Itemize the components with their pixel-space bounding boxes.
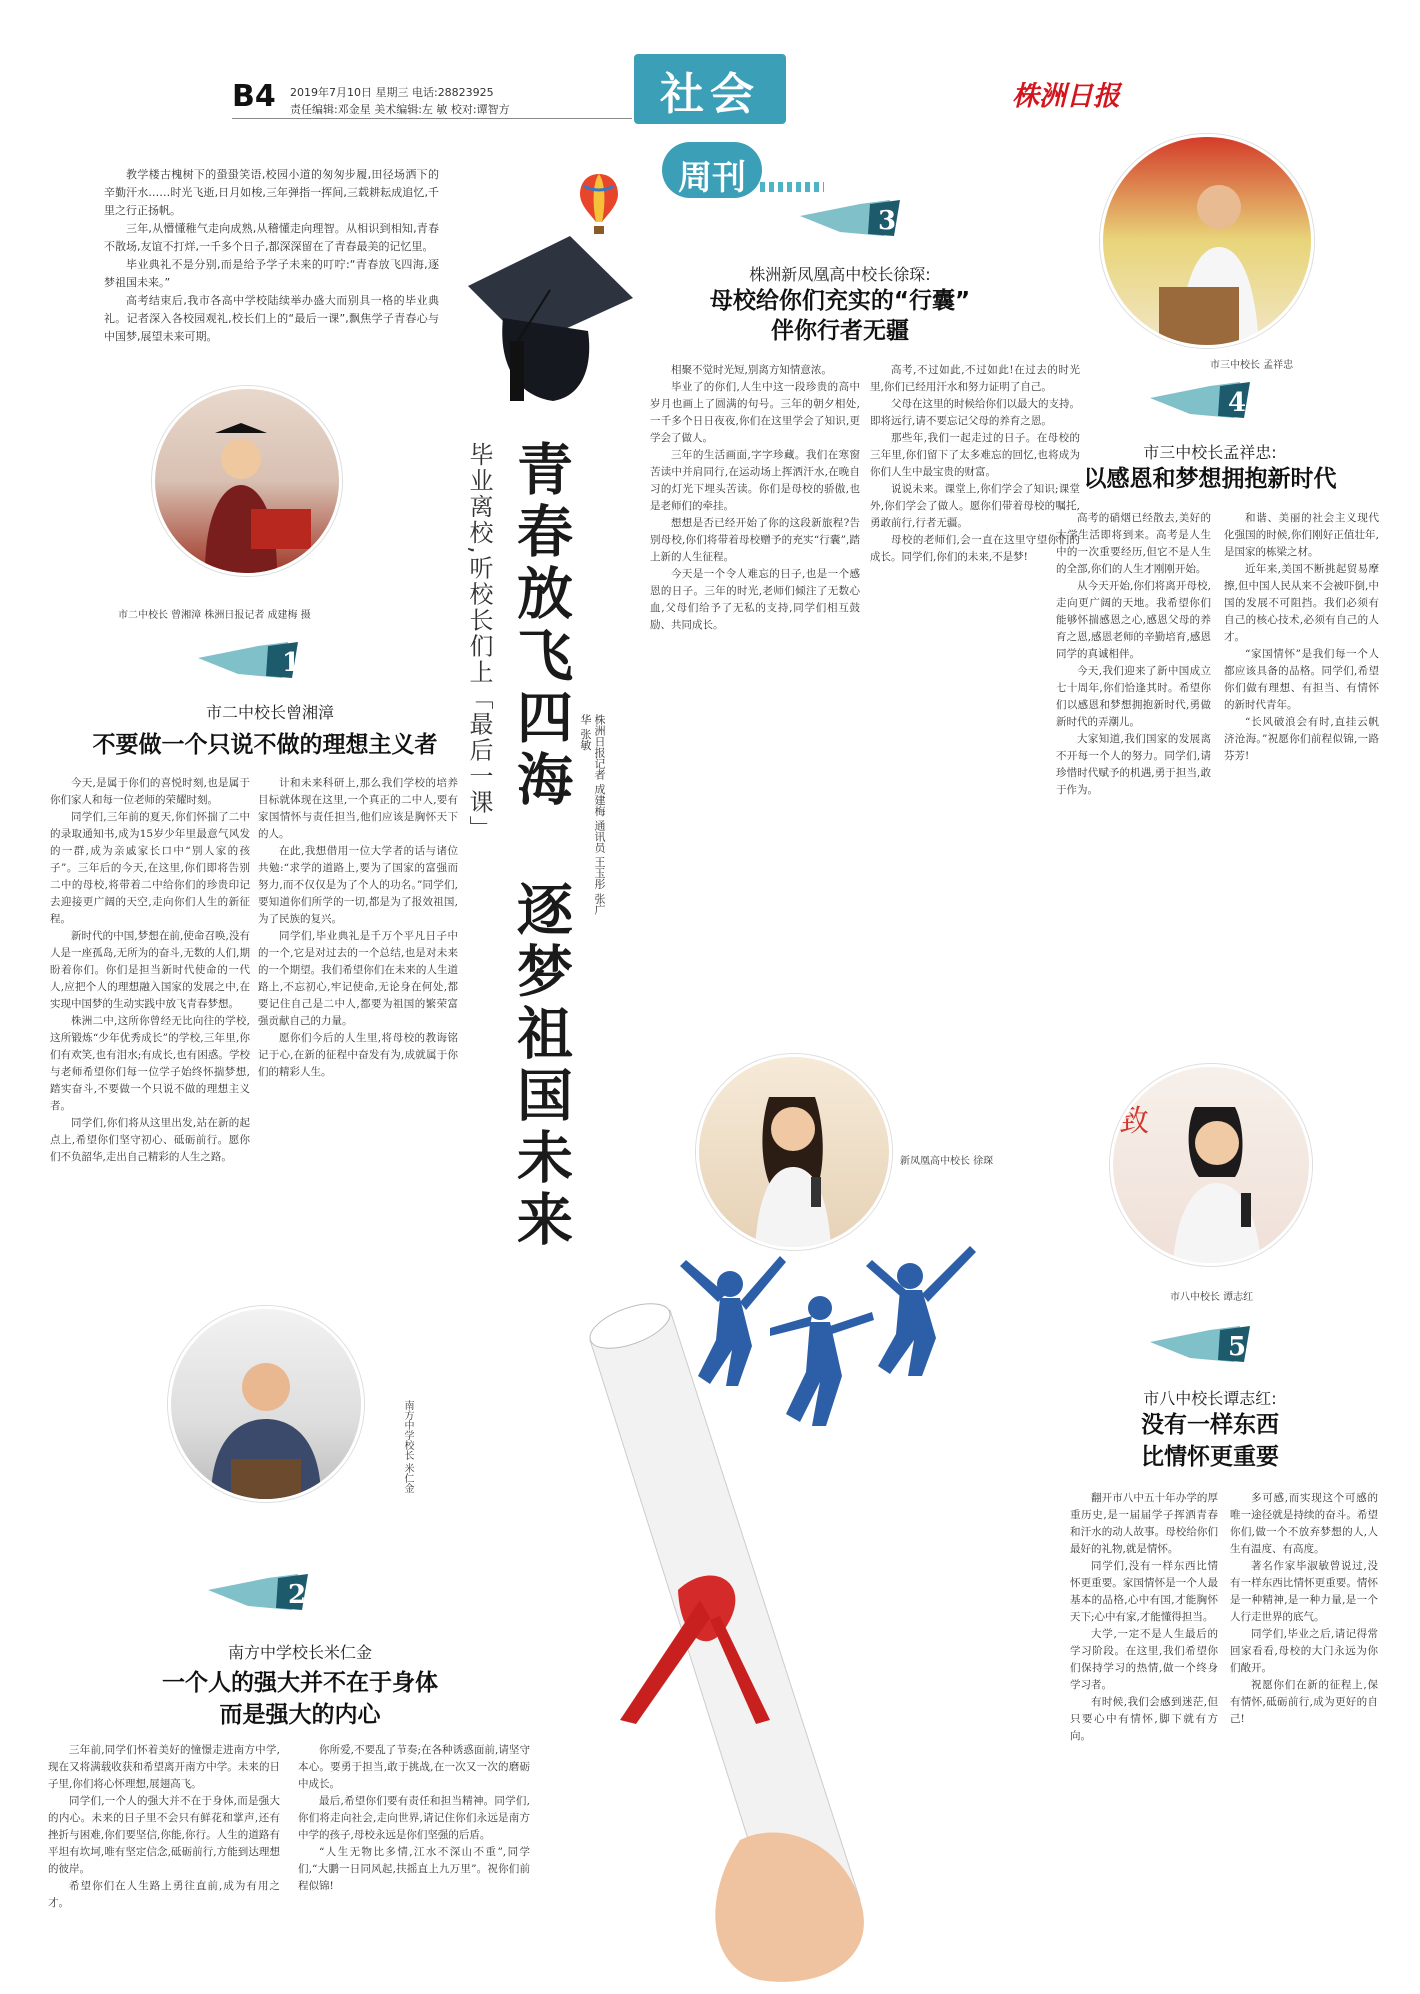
intro-block [104,166,439,346]
intro-paragraph: 高考结束后,我市各高中学校陆续举办盛大而别具一格的毕业典礼。记者深入各校园观礼,校长们上的“最后一课”,飘焦学子青春心与中国梦,展望未来可期。 [104,294,439,343]
paragraph: 相聚不觉时光短,别离方知情意浓。 [671,364,832,376]
paragraph: 那些年,我们一起走过的日子。在母校的三年里,你们留下了太多难忘的回忆,也将成为你们人生中最宝贵的财富。 [870,432,1080,478]
masthead-text: 株洲日报 [1012,81,1120,112]
editors-line: 责任编辑:邓金星 美术编辑:左 敏 校对:谭智方 [290,103,510,116]
section-headline: 而是强大的内心 [219,1702,381,1728]
portrait-photo [1110,1064,1312,1266]
paragraph: 父母在这里的时候给你们以最大的支持。即将远行,请不要忘记父母的养育之恩。 [870,398,1080,427]
section-number-badge [1150,378,1300,428]
masthead-logo [1012,74,1170,114]
section-headline: 比情怀更重要 [1141,1444,1279,1470]
paragraph: 你所爱,不要乱了节奏;在各种诱惑面前,请坚守本心。要勇于担当,敢于挑战,在一次又一次的磨砺中成长。 [298,1744,530,1790]
section-headline: 以感恩和梦想拥抱新时代 [1083,466,1337,492]
paragraph: 同学们,没有一样东西比情怀更重要。家国情怀是一个人最基本的品格,心中有国,才能胸怀天下;心中有家,才能懂得担当。 [1070,1560,1218,1623]
paragraph: 母校的老师们,会一直在这里守望你们的成长。同学们,你们的未来,不是梦! [870,534,1080,563]
paragraph: 同学们,你们将从这里出发,站在新的起点上,希望你们坚守初心、砥砺前行。愿你们不负韶华,走出自己精彩的人生之路。 [50,1117,250,1163]
section-number-badge [800,196,950,246]
paragraph: 今天是一个令人难忘的日子,也是一个感恩的日子。三年的时光,老师们倾注了无数心血,父母们给予了无私的支持,同学们相互鼓励、共同成长。 [650,568,860,631]
article-column [258,775,458,1081]
paragraph: 株洲二中,这所你曾经无比向往的学校,这所锻炼“少年优秀成长”的学校,三年里,你们有欢笑,也有泪水;有成长,也有困惑。学校与老师希望你们每一位学子始终怀揣梦想,踏实奋斗,不要做一个只说不做的理想主义者。 [50,1015,250,1112]
article-column [1224,510,1379,765]
intro-paragraph: 毕业典礼不是分别,而是给予学子未来的叮咛:“青春放飞四海,逐梦祖国未来。” [104,258,439,289]
paragraph: 从今天开始,你们将离开母校,走向更广阔的天地。我希望你们能够怀揣感恩之心,感恩父母的养育之恩,感恩老师的辛勤培育,感恩同学的真诚相伴。 [1056,580,1211,660]
paragraph: 和谐、美丽的社会主义现代化强国的时候,你们刚好正值壮年,是国家的栋梁之材。 [1224,512,1379,558]
article-column [1070,1490,1218,1745]
section-number-badge [1150,1322,1300,1372]
paragraph: 多可感,而实现这个可感的唯一途径就是持续的奋斗。希望你们,做一个不放弃梦想的人,人生有温度、有高度。 [1230,1492,1378,1555]
article-column [298,1742,530,1895]
paragraph: 同学们,三年前的夏天,你们怀揣了二中的录取通知书,成为15岁少年里最意气风发的一群,成为亲戚家长口中“别人家的孩子”。三年后的今天,在这里,你们即将告别二中的母校,将带着二中给你们的珍贵印记去迎接更广阔的天空,走向你们人生的新征程。 [50,811,250,925]
paragraph: 高考,不过如此,不过如此!在过去的时光里,你们已经用汗水和努力证明了自己。 [870,364,1080,393]
intro-paragraph: 教学楼古槐树下的蛩蛩笑语,校园小道的匆匆步履,田径场洒下的辛勤汗水……时光飞逝,日月如梭,三年弹指一挥间,三载耕耘成追忆,千里之行正扬帆。 [104,168,439,217]
svg-text:2.: 2. [288,1580,316,1610]
paragraph: 三年的生活画面,字字珍藏。我们在寒窗苦读中并肩同行,在运动场上挥洒汗水,在晚自习的灯光下埋头苦读。你们是母校的骄傲,也是老师们的牵挂。 [650,449,860,512]
main-subtitle: 毕业离校,听校长们上「最后一课」 [465,442,493,842]
section-subtitle: 周刊 [678,158,746,198]
photo-caption: 市二中校长 曾湘漳 株洲日报记者 成建梅 摄 [118,610,311,621]
paragraph: 三年前,同学们怀着美好的憧憬走进南方中学,现在又将满载收获和希望离开南方中学。未来的日子里,你们将心怀理想,展翅高飞。 [48,1744,280,1790]
paragraph: 愿你们今后的人生里,将母校的教诲铭记于心,在新的征程中奋发有为,成就属于你们的精彩人生。 [258,1032,458,1078]
paragraph: 大学,一定不是人生最后的学习阶段。在这里,我们希望你们保持学习的热情,做一个终身学习者。 [1070,1628,1218,1691]
article-column [650,362,860,634]
section-kicker: 市三中校长孟祥忠: [1143,443,1277,462]
paragraph: 最后,希望你们要有责任和担当精神。同学们,你们将走向社会,走向世界,请记住你们永远是南方中学的孩子,母校永远是你们坚强的后盾。 [298,1795,530,1841]
paragraph: 有时候,我们会感到迷茫,但只要心中有情怀,脚下就有方向。 [1070,1696,1218,1742]
paragraph: “长风破浪会有时,直挂云帆济沧海。”祝愿你们前程似锦,一路芬芳! [1224,716,1379,762]
paragraph: 高考的硝烟已经散去,美好的大学生活即将到来。高考是人生中的一次重要经历,但它不是人生的全部,你们的人生才刚刚开始。 [1056,512,1211,575]
paragraph: 毕业了的你们,人生中这一段珍贵的高中岁月也画上了圆满的句号。三年的朝夕相处,一千多个日日夜夜,你们在这里学会了知识,更学会了做人。 [650,381,860,444]
photo-caption: 市八中校长 谭志红 [1170,1292,1254,1303]
paragraph: 翻开市八中五十年办学的厚重历史,是一届届学子挥洒青春和汗水的动人故事。母校给你们最好的礼物,就是情怀。 [1070,1492,1218,1555]
paragraph: 同学们,毕业典礼是千万个平凡日子中的一个,它是对过去的一个总结,也是对未来的一个期望。我们希望你们在未来的人生道路上,不忘初心,牢记使命,无论身在何处,都要记住自己是二中人,都要为祖国的繁荣富强贡献自己的力量。 [258,930,458,1027]
hot-air-balloon-icon [578,172,620,238]
article-column [1056,510,1211,799]
svg-text:致: 致 [1119,1104,1149,1139]
section-kicker: 市八中校长谭志红: [1143,1389,1277,1408]
svg-text:3.: 3. [878,206,906,236]
paragraph: “家国情怀”是我们每一个人都应该具备的品格。同学们,希望你们做有理想、有担当、有情怀的新时代青年。 [1224,648,1379,711]
portrait-photo [152,386,342,576]
photo-caption: 市三中校长 孟祥忠 [1210,360,1294,371]
date-line: 2019年7月10日 星期三 电话:28823925 [290,86,494,99]
paragraph: 同学们,一个人的强大并不在于身体,而是强大的内心。未来的日子里不会只有鲜花和掌声,还有挫折与困难,你们要坚信,你能,你行。人生的道路有平坦有坎坷,唯有坚定信念,砥砺前行,方能到达理想的彼岸。 [48,1795,280,1875]
paragraph: 祝愿你们在新的征程上,保有情怀,砥砺前行,成为更好的自己! [1230,1679,1378,1725]
graduation-cap-icon [458,236,638,426]
main-byline: 株洲日报记者 成建梅 通讯员 王玉彤 张广华 张敏 [579,714,606,915]
paragraph: 在此,我想借用一位大学者的话与诸位共勉:“求学的道路上,要为了国家的富强而努力,而不仅仅是为了个人的功名。”同学们,要知道你们所学的一切,都是为了报效祖国,为了民族的复兴。 [258,845,458,925]
paragraph: 今天,是属于你们的喜悦时刻,也是属于你们家人和每一位老师的荣耀时刻。 [50,777,250,806]
page-number: B4 [232,79,276,114]
paragraph: “人生无物比多情,江水不深山不重”,同学们,“大鹏一日同风起,扶摇直上九万里”。祝你们前程似锦! [298,1846,530,1892]
portrait-photo [1100,134,1314,348]
section-headline: 伴你行者无疆 [771,318,909,344]
section-headline: 没有一样东西 [1141,1412,1279,1438]
speaker-figure-icon [699,1057,889,1247]
photo-caption: 新凤凰高中校长 徐琛 [900,1156,994,1167]
intro-paragraph: 三年,从懵懂稚气走向成熟,从稽懂走向理智。从相识到相知,青春不散场,友谊不打烊,一千多个日子,都深深留在了青春最美的记忆里。 [104,222,439,253]
paragraph: 今天,我们迎来了新中国成立七十周年,你们恰逢其时。希望你们以感恩和梦想拥抱新时代,勇做新时代的弄潮儿。 [1056,665,1211,728]
photo-caption: 南方中学校长 米仁金 [402,1400,413,1494]
paragraph: 新时代的中国,梦想在前,使命召唤,没有人是一座孤岛,无所为的奋斗,无数的人们,期盼着你们。你们是担当新时代使命的一代人,应把个人的理想融入国家的发展之中,在实现中国梦的生动实践中放飞青春梦想。 [50,930,250,1010]
svg-text:1.: 1. [282,648,310,678]
article-column [48,1742,280,1912]
svg-text:5.: 5. [1228,1332,1256,1362]
article-column [1230,1490,1378,1728]
section-number-badge [198,638,348,688]
main-title-line1: 青春放飞四海 [508,440,573,812]
section-kicker: 南方中学校长米仁金 [227,1643,372,1662]
section-headline: 母校给你们充实的“行囊” [709,288,971,314]
diploma-scroll-icon [560,1300,890,1990]
section-accent [760,182,824,192]
paragraph: 大家知道,我们国家的发展离不开每一个人的努力。同学们,请珍惜时代赋予的机遇,勇于担当,敢于作为。 [1056,733,1211,796]
paragraph: 说说未来。课堂上,你们学会了知识;课堂外,你们学会了做人。愿你们带着母校的嘱托,勇敢前行,行者无疆。 [870,483,1080,529]
header-rule [232,118,632,119]
main-title-line2: 逐梦祖国未来 [508,880,573,1252]
section-kicker: 市二中校长曾湘漳 [205,703,334,722]
paragraph: 想想是否已经开始了你的这段新旅程?告别母校,你们将带着母校赠予的充实“行囊”,踏上新的人生征程。 [650,517,860,563]
speaker-figure-icon [1103,137,1311,345]
svg-text:4.: 4. [1228,388,1256,418]
section-headline: 一个人的强大并不在于身体 [162,1670,438,1696]
speaker-figure-icon [1113,1067,1309,1263]
article-column [50,775,250,1166]
section-number-badge [208,1570,358,1620]
paragraph: 同学们,毕业之后,请记得常回家看看,母校的大门永远为你们敞开。 [1230,1628,1378,1674]
paragraph: 近年来,美国不断挑起贸易摩擦,但中国人民从来不会被吓倒,中国的发展不可阻挡。我们必须有自己的核心技术,必须有自己的人才。 [1224,563,1379,643]
section-headline: 不要做一个只说不做的理想主义者 [92,732,438,758]
paragraph: 计和未来科研上,那么我们学校的培养目标就体现在这里,一个真正的二中人,要有家国情怀与责任担当,他们应该是胸怀天下的人。 [258,777,458,840]
speaker-figure-icon [155,389,339,573]
section-title: 社会 [660,69,760,120]
portrait-photo [168,1306,364,1502]
portrait-photo [696,1054,892,1250]
section-kicker: 株洲新凤凰高中校长徐琛: [749,265,931,284]
paragraph: 希望你们在人生路上勇往直前,成为有用之才。 [48,1880,280,1909]
speaker-figure-icon [171,1309,361,1499]
paragraph: 著名作家毕淑敏曾说过,没有一样东西比情怀更重要。情怀是一种精神,是一种力量,是一个人行走世界的底气。 [1230,1560,1378,1623]
